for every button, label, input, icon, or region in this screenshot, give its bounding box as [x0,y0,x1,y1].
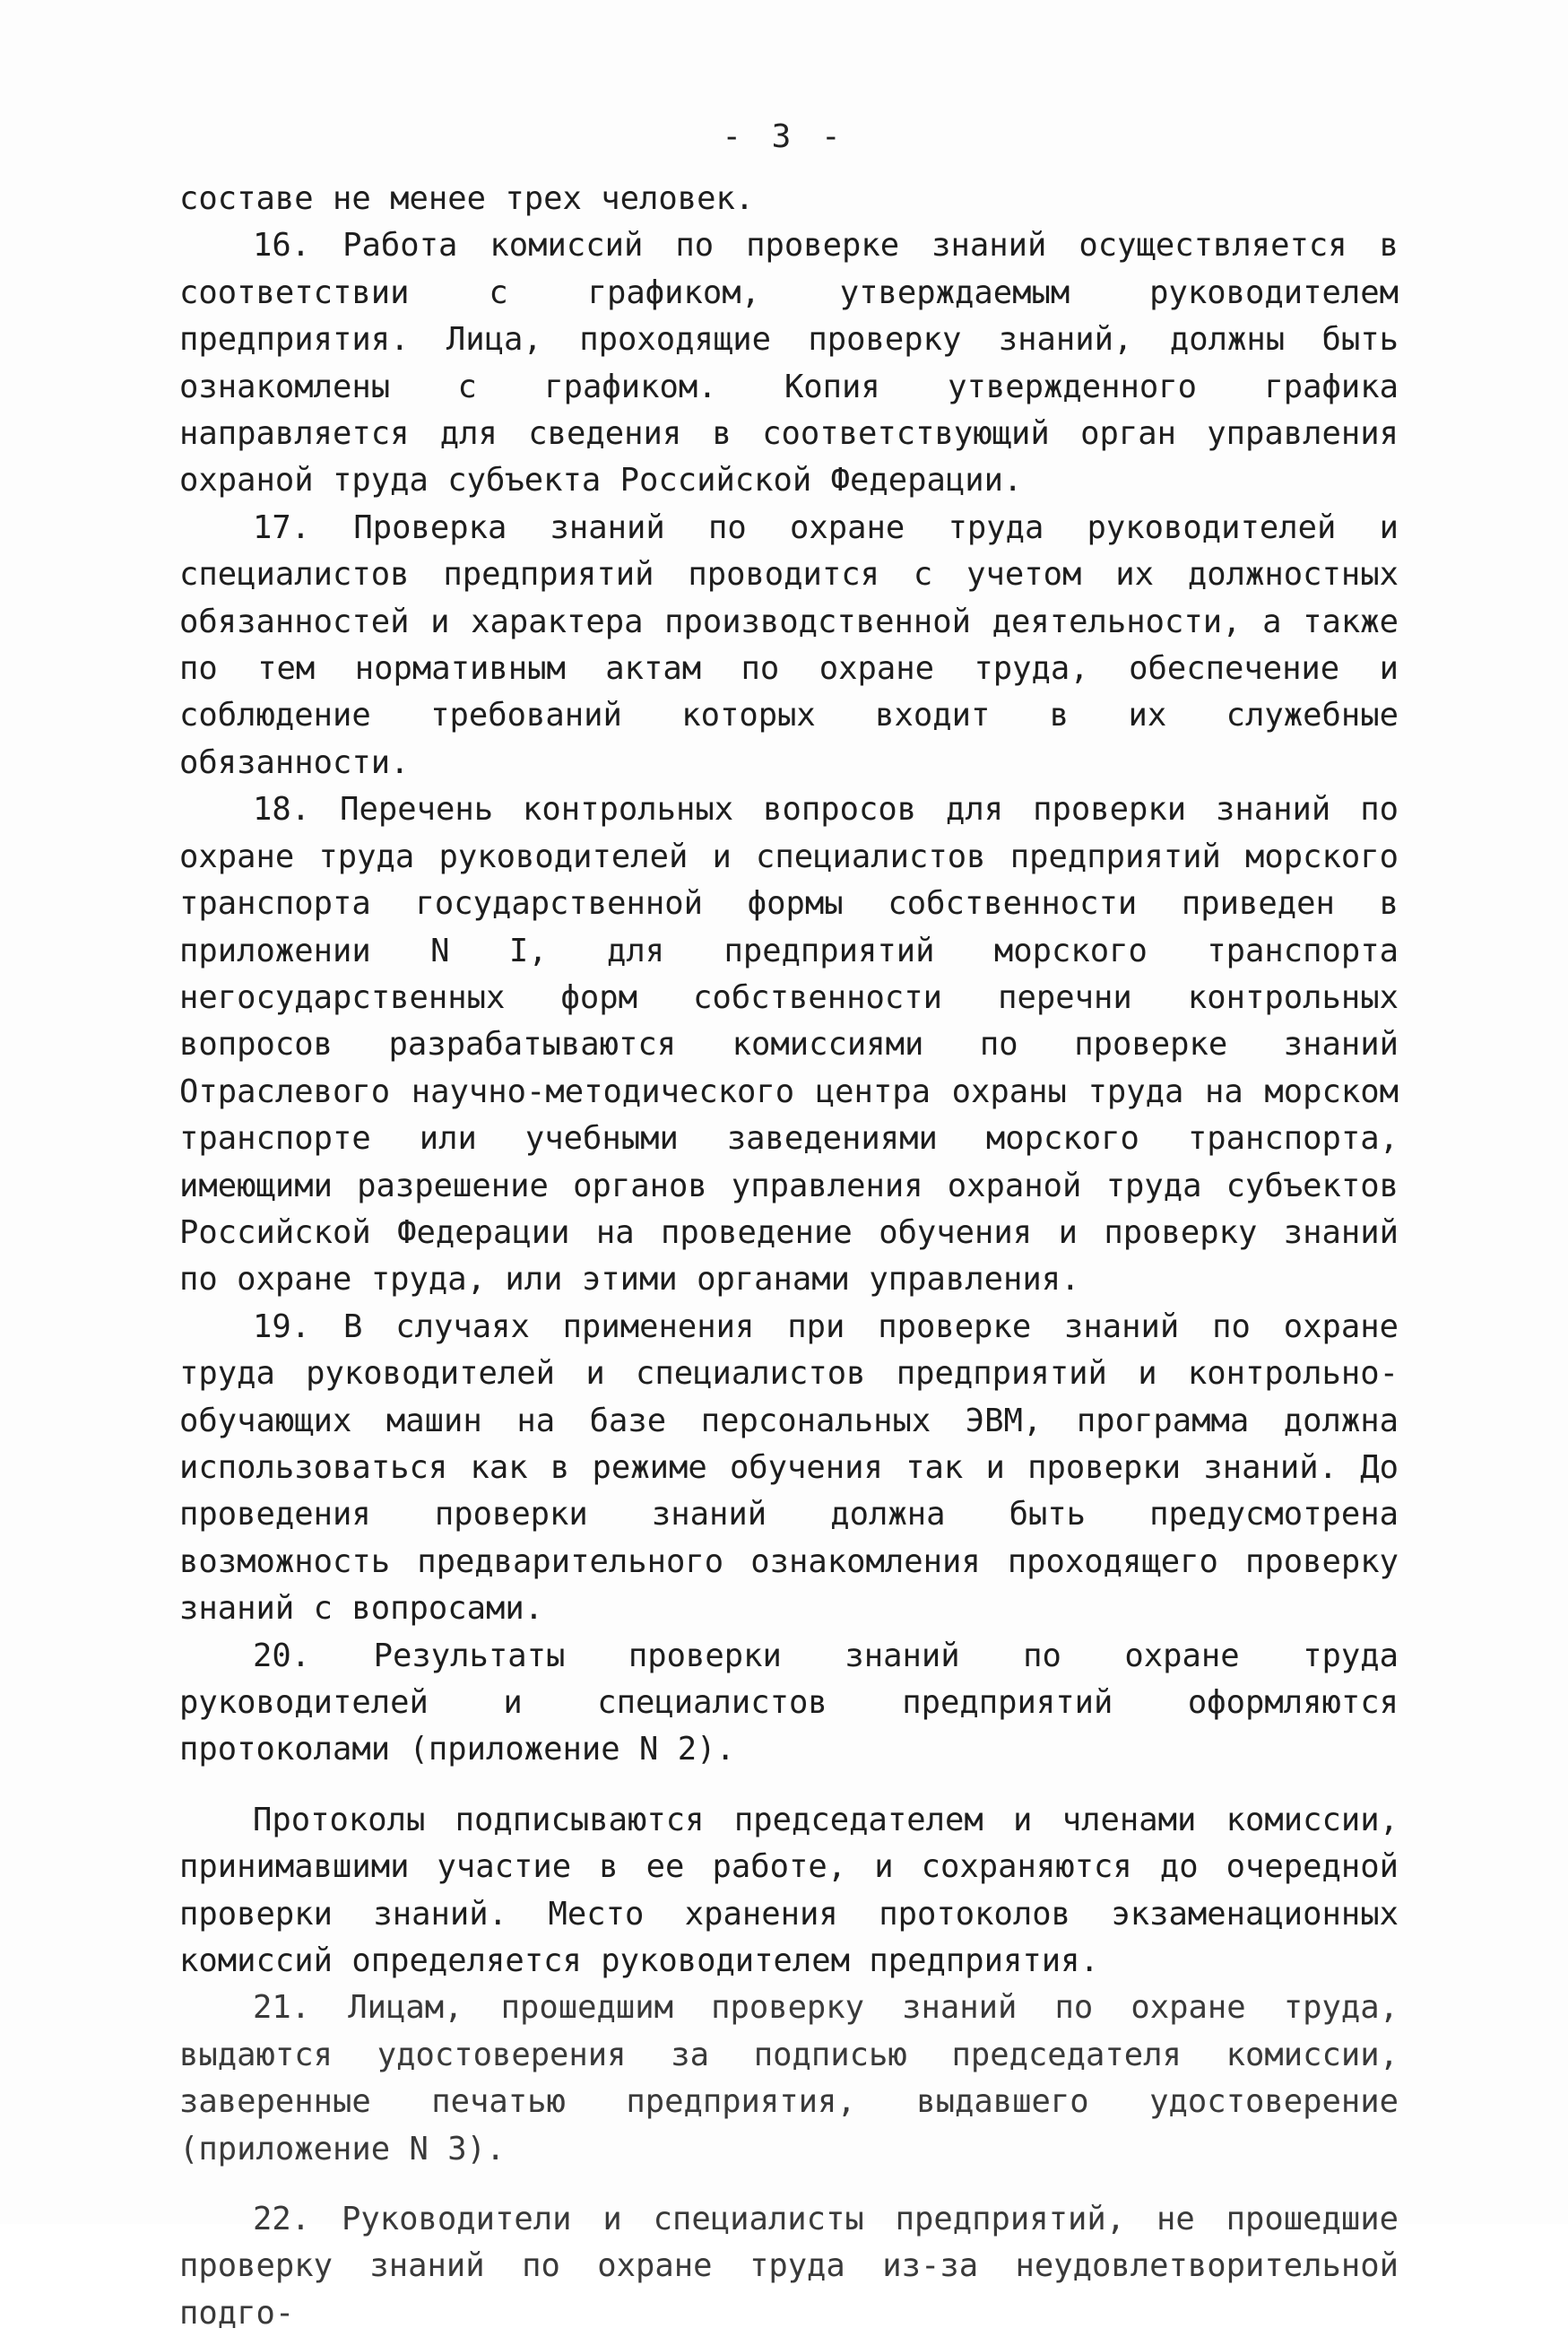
paragraph-item-20: 20. Результаты проверки знаний по охране труда руководителей и специалистов предприятий оформляются протоколами (приложение N 2). [179,1637,1399,1768]
paragraph-item-16: 16. Работа комиссий по проверке знаний осуществляется в соответствии с графиком, утверждаемым руководителем предприятия. Лица, проходящие проверку знаний, должны быть ознакомлены с графиком. Копия утвержденного графика направляется для сведения в соответствующий орган управления охраной труда субъекта Российской Федерации. [179,227,1399,500]
paragraph-item-20-protocols: Протоколы подписываются председателем и членами комиссии, принимавшими участие в ее работе, и сохраняются до очередной проверки знаний. Место хранения протоколов экзаменационных комиссий определяется руководителем предприятия. [179,1801,1399,1980]
paragraph-item-22: 22. Руководители и специалисты предприятий, не прошедшие проверку знаний по охране труда из-за неудовлетворительной подго- [179,2201,1399,2332]
paragraph-continuation: составе не менее трех человек. [179,180,755,217]
document-body [179,176,1399,2337]
paragraph-item-21: 21. Лицам, прошедшим проверку знаний по охране труда, выдаются удостоверения за подписью председателя комиссии, заверенные печатью предприятия, выдавшего удостоверение (приложение N 3). [179,1989,1399,2168]
paragraph-item-17: 17. Проверка знаний по охране труда руководителей и специалистов предприятий проводится с учетом их должностных обязанностей и характера производственной деятельности, а также по тем нормативным актам по охране труда, обеспечение и соблюдение требований которых входит в их служебные обязанности. [179,508,1399,781]
paragraph-item-19: 19. В случаях применения при проверке знаний по охране труда руководителей и специалистов предприятий и контрольно-обучающих машин на базе персональных ЭВМ, программа должна использоваться как в режиме обучения так и проверки знаний. До проведения проверки знаний должна быть предусмотрена возможность предварительного ознакомления проходящего проверку знаний с вопросами. [179,1308,1399,1628]
page-number: - 3 - [722,118,846,155]
paragraph-item-18: 18. Перечень контрольных вопросов для проверки знаний по охране труда руководителей и специалистов предприятий морского транспорта государственной формы собственности приведен в приложении N I, для предприятий морского транспорта негосударственных форм собственности перечни контрольных вопросов разрабатываются комиссиями по проверке знаний Отраслевого научно-методического центра охраны труда на морском транспорте или учебными заведениями морского транспорта, имеющими разрешение органов управления охраной труда субъектов Российской Федерации на проведение обучения и проверку знаний по охране труда, или этими органами управления. [179,791,1399,1299]
